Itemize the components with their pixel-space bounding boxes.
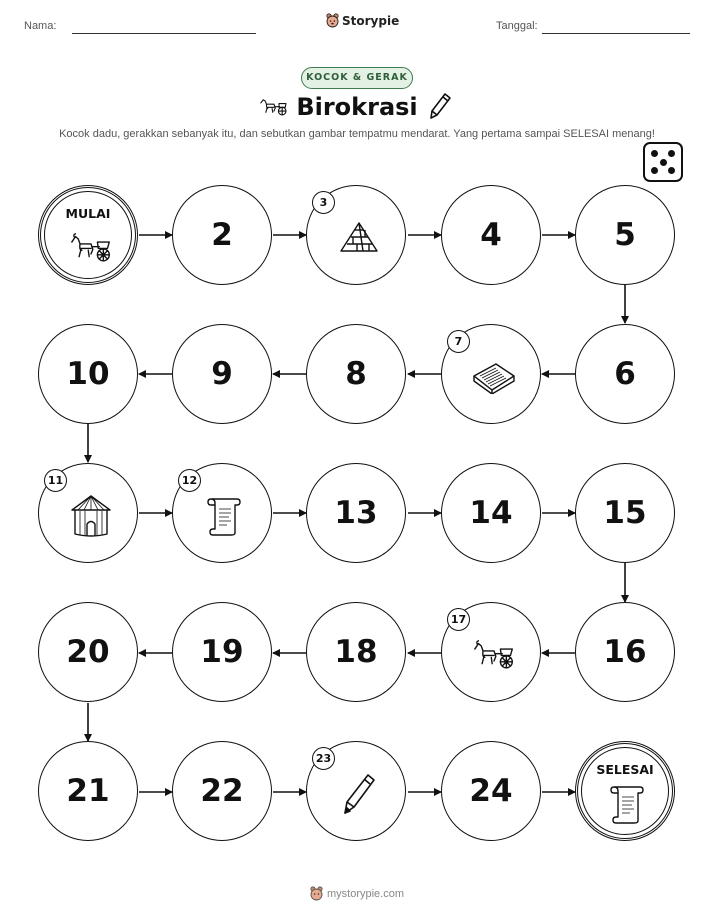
- dice-pip: [660, 159, 667, 166]
- space-number: 24: [469, 773, 513, 809]
- dice-icon[interactable]: [643, 142, 683, 182]
- board-space-9[interactable]: [172, 324, 272, 424]
- space-number-badge: 23: [312, 747, 335, 770]
- name-label: Nama:: [24, 20, 57, 32]
- space-number-badge: 12: [178, 469, 201, 492]
- scroll-icon: [610, 783, 646, 829]
- date-label: Tanggal:: [496, 20, 538, 32]
- finish-space[interactable]: [575, 741, 675, 841]
- board-space-14[interactable]: [441, 463, 541, 563]
- name-line[interactable]: [72, 33, 256, 34]
- board-space-7[interactable]: [441, 324, 541, 424]
- dice-pip: [651, 150, 658, 157]
- space-number: 18: [334, 634, 378, 670]
- footer: [310, 886, 404, 901]
- space-number: 15: [603, 495, 647, 531]
- dice-pip: [651, 167, 658, 174]
- board-space-13[interactable]: [306, 463, 406, 563]
- board-space-11[interactable]: [38, 463, 138, 563]
- board-space-21[interactable]: [38, 741, 138, 841]
- date-line[interactable]: [542, 33, 690, 34]
- board-space-23[interactable]: [306, 741, 406, 841]
- storypie-mascot-icon: [310, 886, 323, 901]
- space-number: 16: [603, 634, 647, 670]
- space-number: 21: [66, 773, 110, 809]
- granary-hut-icon: [70, 494, 112, 542]
- board-space-18[interactable]: [306, 602, 406, 702]
- board-space-4[interactable]: [441, 185, 541, 285]
- board-space-15[interactable]: [575, 463, 675, 563]
- space-number: 10: [66, 356, 110, 392]
- brand-logo: [326, 13, 399, 28]
- board-space-2[interactable]: [172, 185, 272, 285]
- board-space-5[interactable]: [575, 185, 675, 285]
- storypie-mascot-icon: [326, 13, 339, 28]
- space-number-badge: 7: [447, 330, 470, 353]
- space-number: 9: [211, 356, 233, 392]
- space-number: 19: [200, 634, 244, 670]
- space-number-badge: 17: [447, 608, 470, 631]
- instructions: Kocok dadu, gerakkan sebanyak itu, dan sebutkan gambar tempatmu mendarat. Yang pertama sampai SELESAI menang!: [59, 128, 655, 140]
- pyramid-icon: [339, 221, 379, 259]
- board-space-10[interactable]: [38, 324, 138, 424]
- finish-label: SELESAI: [596, 762, 654, 777]
- board-space-3[interactable]: [306, 185, 406, 285]
- board-space-19[interactable]: [172, 602, 272, 702]
- brand-name: Storypie: [342, 13, 400, 28]
- page-title: Birokrasi: [296, 93, 418, 121]
- board-space-12[interactable]: [172, 463, 272, 563]
- space-number: 22: [200, 773, 244, 809]
- board-space-20[interactable]: [38, 602, 138, 702]
- board-space-17[interactable]: [441, 602, 541, 702]
- space-number: 13: [334, 495, 378, 531]
- pencil-icon: [342, 773, 376, 819]
- start-space[interactable]: [38, 185, 138, 285]
- space-number-badge: 11: [44, 469, 67, 492]
- space-number: 14: [469, 495, 513, 531]
- dice-pip: [668, 150, 675, 157]
- clay-tablet-icon: [470, 360, 518, 398]
- space-number: 4: [480, 217, 502, 253]
- board-space-16[interactable]: [575, 602, 675, 702]
- horse-chariot-icon: [68, 232, 114, 268]
- scroll-icon: [207, 495, 243, 541]
- space-number: 2: [211, 217, 233, 253]
- space-number: 8: [345, 356, 367, 392]
- category-badge: KOCOK & GERAK: [301, 67, 413, 89]
- space-number: 5: [614, 217, 636, 253]
- footer-site: mystorypie.com: [327, 887, 405, 900]
- board-space-6[interactable]: [575, 324, 675, 424]
- space-number: 6: [614, 356, 636, 392]
- dice-pip: [668, 167, 675, 174]
- horse-chariot-icon: [471, 639, 517, 675]
- pencil-icon: [428, 92, 452, 120]
- space-number-badge: 3: [312, 191, 335, 214]
- start-label: MULAI: [65, 206, 111, 221]
- board-space-8[interactable]: [306, 324, 406, 424]
- board-space-24[interactable]: [441, 741, 541, 841]
- board-space-22[interactable]: [172, 741, 272, 841]
- space-number: 20: [66, 634, 110, 670]
